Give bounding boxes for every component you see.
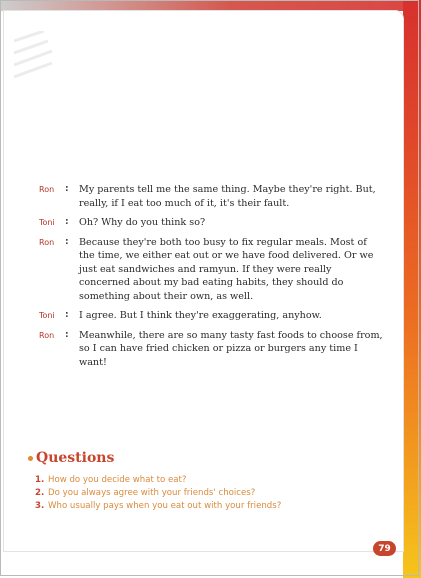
speech-text: I agree. But I think they're exaggerating, anyhow. bbox=[79, 310, 322, 321]
speaker-colon: : bbox=[65, 184, 69, 194]
question-number: 2. bbox=[35, 488, 45, 498]
speech-text: Because they're both too busy to fix regular meals. Most of the time, we either eat out or we have food delivered. Or we just eat sandwiches and ramyun. If they were really concerned about my bad eating habits, they should do something about their own, as well. bbox=[79, 236, 374, 302]
question-text: How do you decide what to eat? bbox=[48, 475, 187, 485]
speaker-colon: : bbox=[65, 217, 69, 227]
speaker-colon: : bbox=[65, 310, 69, 320]
speaker-colon: : bbox=[65, 236, 69, 247]
speech-text: Oh? Why do you think so? bbox=[79, 217, 206, 228]
question-number: 1. bbox=[35, 475, 45, 485]
speaker-name: Toni bbox=[39, 218, 55, 227]
question-text: Who usually pays when you eat out with your friends? bbox=[48, 501, 282, 511]
speaker-name: Ron bbox=[39, 330, 55, 340]
question-text: Do you always agree with your friends' choices? bbox=[48, 488, 256, 498]
speaker-name: Toni bbox=[39, 311, 55, 320]
speaker-name: Ron bbox=[39, 237, 55, 247]
speech-text: Meanwhile, there are so many tasty fast foods to choose from, so I can have fried chicken or pizza or burgers any time I want! bbox=[79, 329, 383, 368]
speech-text: My parents tell me the same thing. Maybe they're right. But, really, if I eat too much of it, it's their fault. bbox=[79, 184, 376, 209]
questions-title: Questions bbox=[36, 450, 115, 466]
page-number-badge: 79 bbox=[373, 541, 396, 556]
speaker-colon: : bbox=[65, 329, 69, 340]
question-number: 3. bbox=[35, 501, 45, 511]
speaker-name: Ron bbox=[39, 185, 55, 194]
